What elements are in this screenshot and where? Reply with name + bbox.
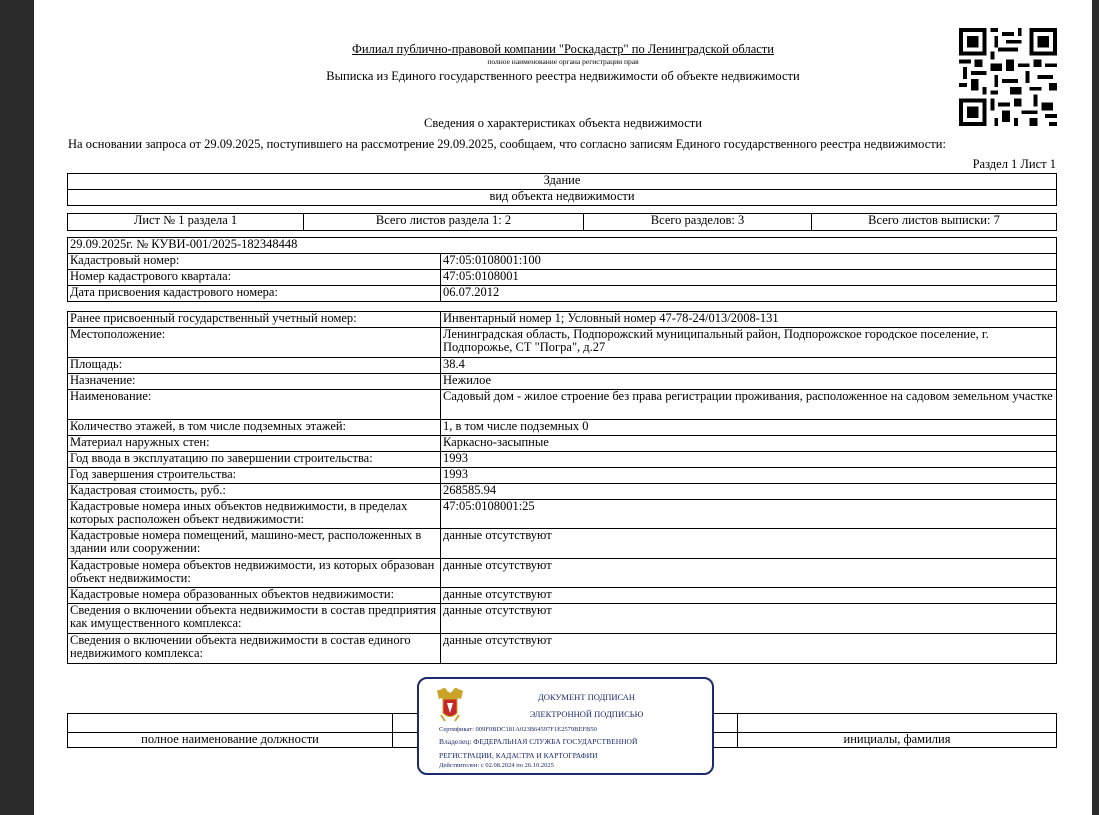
table-row <box>68 328 1057 358</box>
row-value: 1993 <box>441 468 1057 484</box>
table-row <box>68 452 1057 468</box>
row-value: 268585.94 <box>441 484 1057 500</box>
row-value: Каркасно-засыпные <box>441 436 1057 452</box>
table-row <box>68 468 1057 484</box>
name-cell <box>738 714 1057 733</box>
object-type: Здание <box>68 174 1057 190</box>
row-label: Номер кадастрового квартала: <box>68 270 441 286</box>
row-label: Кадастровые номера образованных объектов недвижимости: <box>68 588 441 604</box>
row-value: Инвентарный номер 1; Условный номер 47-78-24/013/2008-131 <box>441 312 1057 328</box>
position-caption: полное наименование должности <box>68 733 393 748</box>
row-label: Кадастровые номера иных объектов недвижимости, в пределах которых расположен объект недвижимости: <box>68 500 441 529</box>
row-label: Назначение: <box>68 374 441 390</box>
sheets-table <box>67 213 1057 231</box>
table-row <box>68 312 1057 328</box>
row-label: Год ввода в эксплуатацию по завершении строительства: <box>68 452 441 468</box>
table-row <box>68 358 1057 374</box>
qr-code-icon <box>959 28 1057 126</box>
basis-text: На основании запроса от 29.09.2025, поступившего на рассмотрение 29.09.2025, сообщаем, что согласно записям Единого государственного реестра недвижимости: <box>68 137 946 151</box>
stamp-owner-line2: РЕГИСТРАЦИИ, КАДАСТРА И КАРТОГРАФИИ <box>439 751 598 760</box>
document-page <box>34 0 1092 815</box>
stamp-validity: Действителен: с 02.08.2024 по 26.10.2025 <box>439 762 554 769</box>
row-label: Кадастровая стоимость, руб.: <box>68 484 441 500</box>
row-label: Ранее присвоенный государственный учетный номер: <box>68 312 441 328</box>
row-value: данные отсутствуют <box>441 588 1057 604</box>
details-table <box>67 311 1057 664</box>
table-row <box>68 374 1057 390</box>
org-caption: полное наименование органа регистрации прав <box>487 57 639 66</box>
row-value: 47:05:0108001:100 <box>441 254 1057 270</box>
object-type-caption: вид объекта недвижимости <box>68 190 1057 206</box>
row-value: Ленинградская область, Подпорожский муниципальный район, Подпорожское городское поселение, г. Подпорожье, СТ "Погра", д.27 <box>441 328 1057 358</box>
row-label: Кадастровые номера помещений, машино-мест, расположенных в здании или сооружении: <box>68 529 441 559</box>
row-value: 1993 <box>441 452 1057 468</box>
table-row <box>68 390 1057 420</box>
row-value: данные отсутствуют <box>441 634 1057 664</box>
org-name: Филиал публично-правовой компании "Роскадастр" по Ленинградской области <box>352 42 774 56</box>
table-row <box>68 254 1057 270</box>
stamp-line2: ЭЛЕКТРОННОЙ ПОДПИСЬЮ <box>529 709 644 719</box>
row-label: Сведения о включении объекта недвижимости в состав предприятия как имущественного комплекса: <box>68 604 441 634</box>
row-label: Количество этажей, в том числе подземных этажей: <box>68 420 441 436</box>
row-label: Площадь: <box>68 358 441 374</box>
row-label: Кадастровые номера объектов недвижимости, из которых образован объект недвижимости: <box>68 559 441 588</box>
row-value: Садовый дом - жилое строение без права регистрации проживания, расположенное на садовом земельном участке <box>441 390 1057 420</box>
row-label: Дата присвоения кадастрового номера: <box>68 286 441 302</box>
stamp-certificate: Сертификат: 009F0BDC181A023B64597F1E2579BEFB50 <box>439 726 597 733</box>
table-row <box>68 270 1057 286</box>
object-type-table <box>67 173 1057 206</box>
row-label: Материал наружных стен: <box>68 436 441 452</box>
total-extract-sheets: Всего листов выписки: 7 <box>812 214 1057 231</box>
document-title: Выписка из Единого государственного реестра недвижимости об объекте недвижимости <box>326 69 800 83</box>
stamp-line1: ДОКУМЕНТ ПОДПИСАН <box>537 692 636 702</box>
record-number: 29.09.2025г. № КУВИ-001/2025-182348448 <box>68 238 1057 254</box>
row-value: 38.4 <box>441 358 1057 374</box>
table-row <box>68 286 1057 302</box>
section-subtitle: Сведения о характеристиках объекта недвижимости <box>424 116 702 130</box>
table-row <box>68 559 1057 588</box>
row-value: 47:05:0108001:25 <box>441 500 1057 529</box>
table-row <box>68 529 1057 559</box>
name-caption: инициалы, фамилия <box>738 733 1057 748</box>
table-row <box>68 420 1057 436</box>
row-label: Местоположение: <box>68 328 441 358</box>
row-value: 06.07.2012 <box>441 286 1057 302</box>
row-label: Наименование: <box>68 390 441 420</box>
stamp-owner-line1: Владелец: ФЕДЕРАЛЬНАЯ СЛУЖБА ГОСУДАРСТВЕННОЙ <box>439 737 638 746</box>
row-value: Нежилое <box>441 374 1057 390</box>
table-row <box>68 604 1057 634</box>
row-label: Год завершения строительства: <box>68 468 441 484</box>
row-value: 1, в том числе подземных 0 <box>441 420 1057 436</box>
row-value: данные отсутствуют <box>441 604 1057 634</box>
table-row <box>68 634 1057 664</box>
coat-of-arms-icon <box>433 685 467 725</box>
row-label: Сведения о включении объекта недвижимости в состав единого недвижимого комплекса: <box>68 634 441 664</box>
row-value: данные отсутствуют <box>441 559 1057 588</box>
table-row <box>68 588 1057 604</box>
record-table <box>67 237 1057 302</box>
position-cell <box>68 714 393 733</box>
total-sections: Всего разделов: 3 <box>584 214 812 231</box>
e-signature-stamp <box>417 677 714 775</box>
table-row <box>68 436 1057 452</box>
sheet-number: Лист № 1 раздела 1 <box>68 214 304 231</box>
row-value: 47:05:0108001 <box>441 270 1057 286</box>
row-label: Кадастровый номер: <box>68 254 441 270</box>
table-row <box>68 484 1057 500</box>
section-sheet-label: Раздел 1 Лист 1 <box>972 157 1056 171</box>
row-value: данные отсутствуют <box>441 529 1057 559</box>
table-row <box>68 500 1057 529</box>
total-section-sheets: Всего листов раздела 1: 2 <box>304 214 584 231</box>
